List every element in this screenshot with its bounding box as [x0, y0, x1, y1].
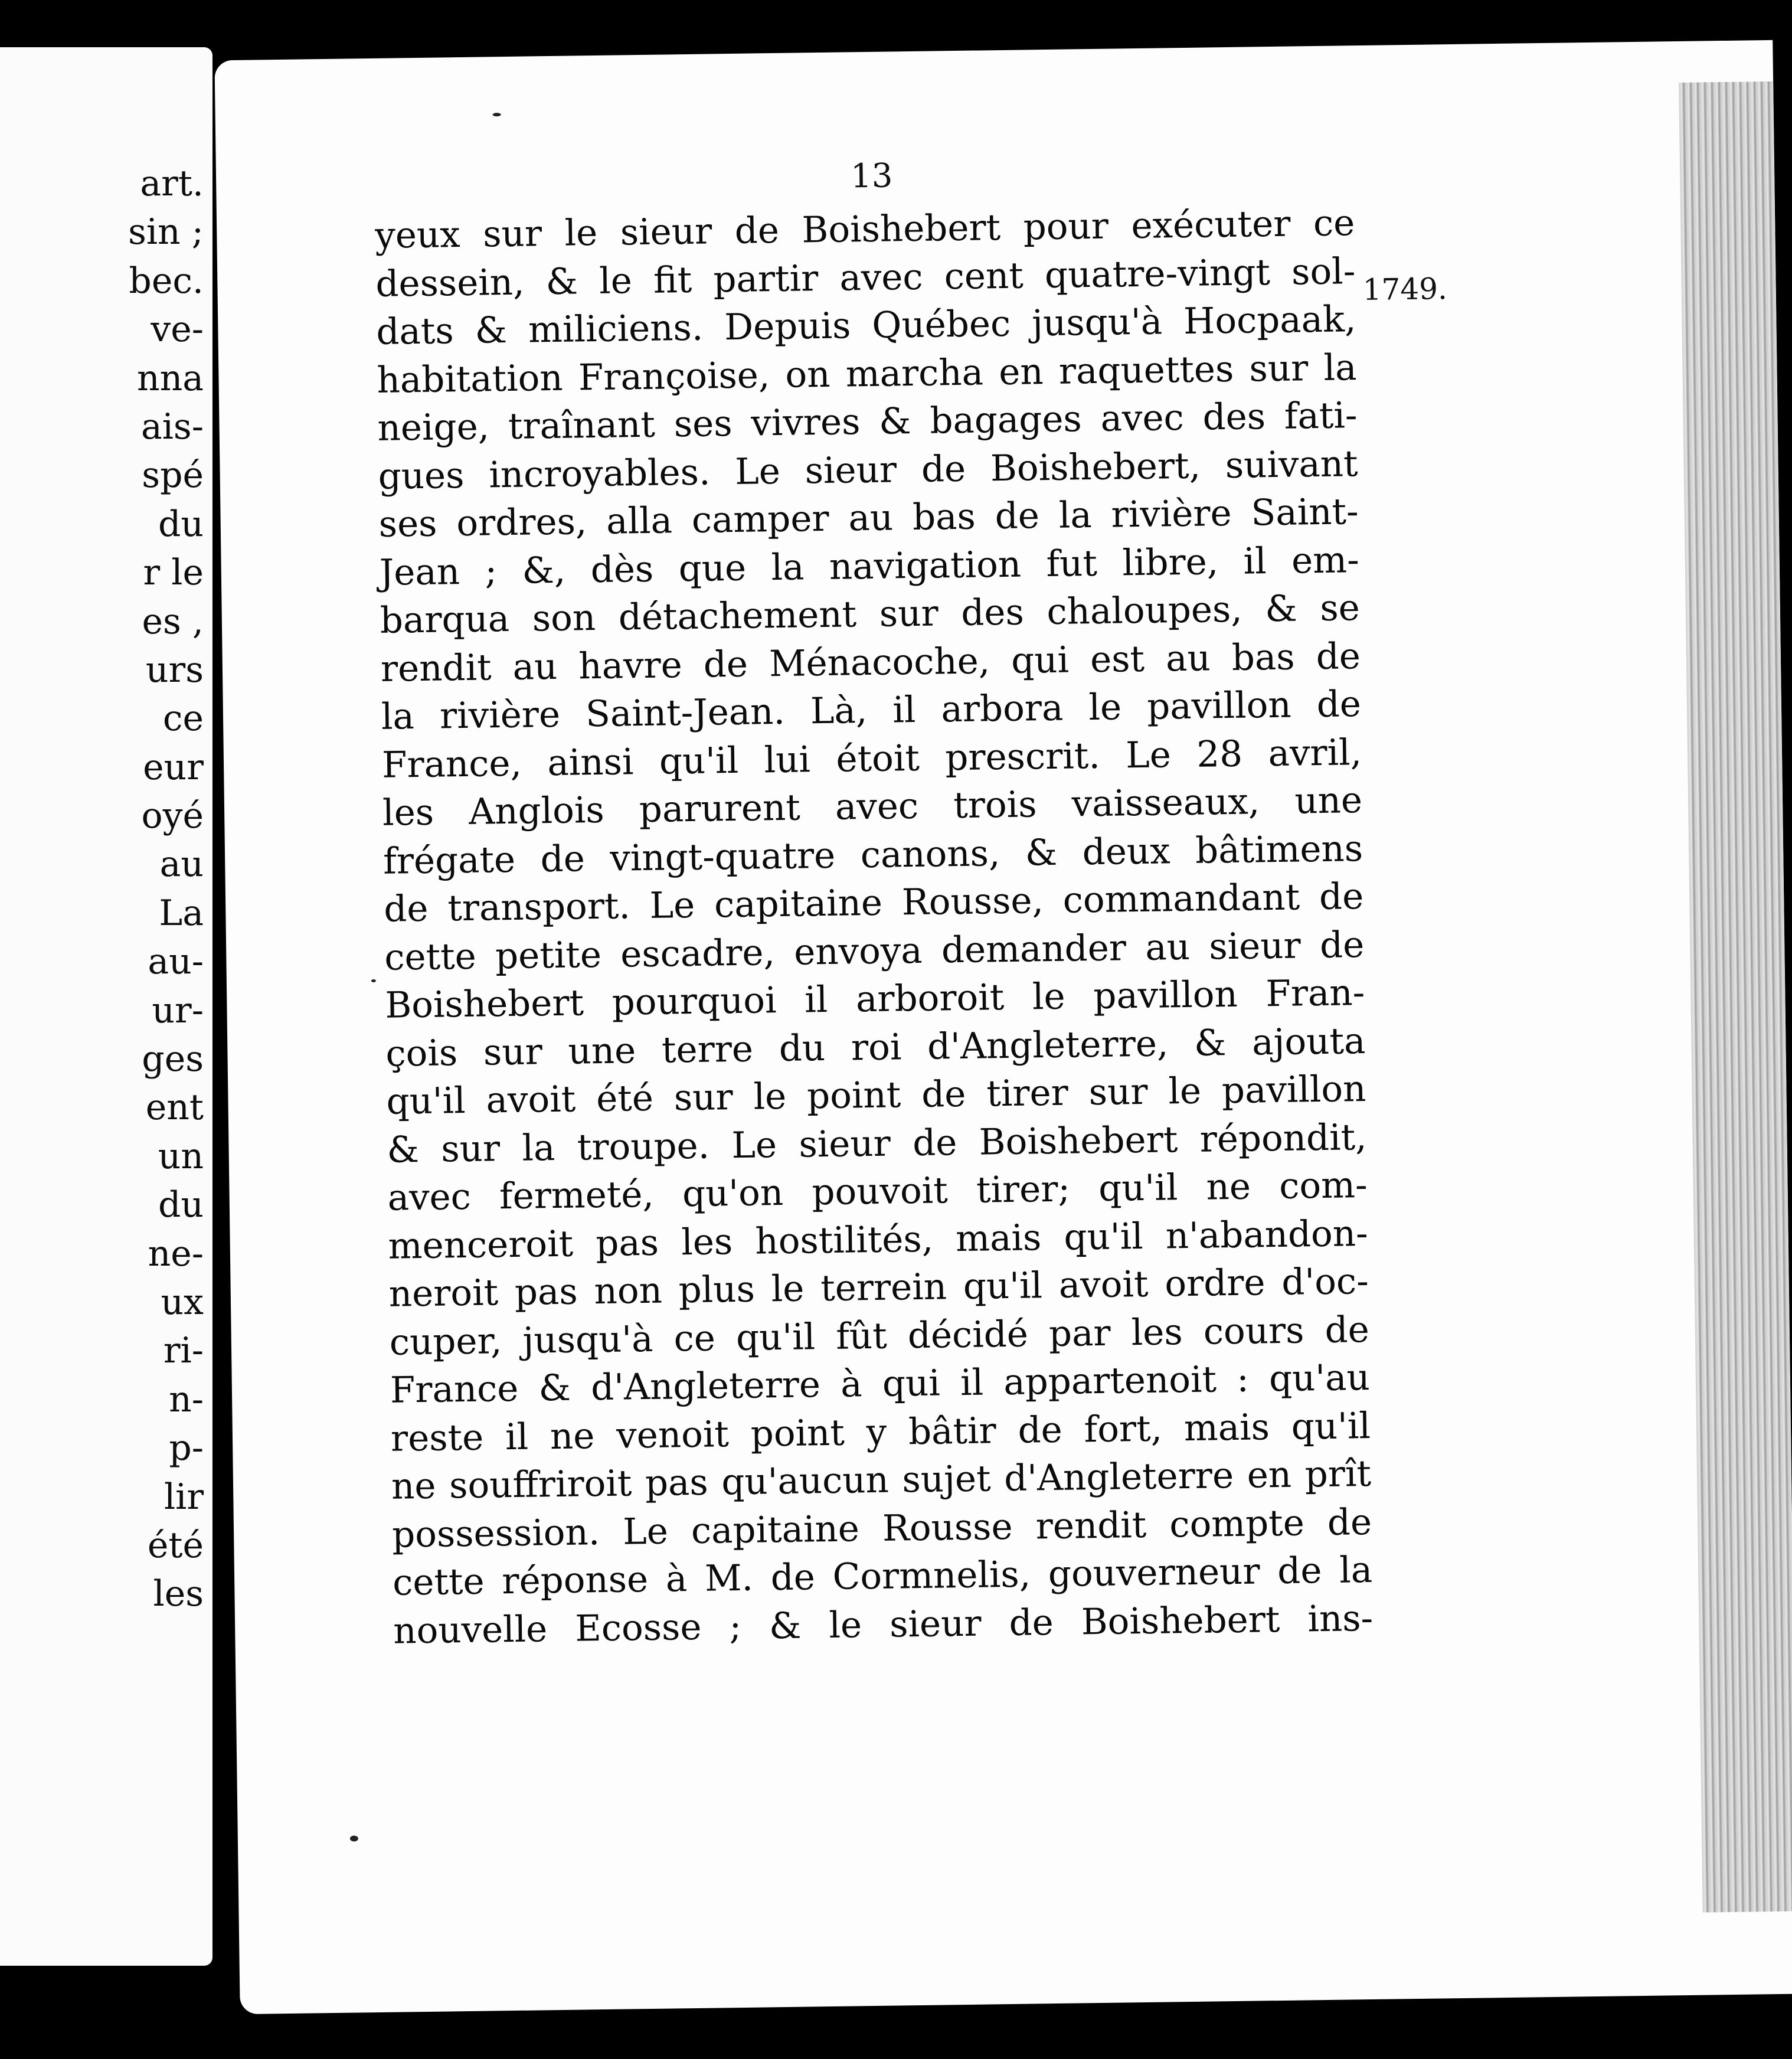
- left-page-line-ending: p-: [169, 1427, 204, 1469]
- text-line: gues incroyables. Le sieur de Boishebert, suivant: [378, 442, 1359, 498]
- left-page-line-ending: été: [147, 1524, 204, 1566]
- left-page-line-ending: sin ;: [128, 211, 204, 253]
- text-line: ne souffriroit pas qu'aucun sujet d'Angleterre en prît: [391, 1452, 1372, 1508]
- text-line: & sur la troupe. Le sieur de Boishebert répondit,: [387, 1116, 1367, 1171]
- left-page-line-ending: nna: [136, 357, 204, 399]
- text-line: dessein, & le fit partir avec cent quatre-vingt sol-: [375, 250, 1356, 305]
- left-page-line-ending: La: [159, 892, 204, 934]
- text-line: ses ordres, alla camper au bas de la rivière Saint-: [378, 491, 1359, 545]
- body-text: [375, 199, 1374, 1655]
- text-line: possession. Le capitaine Rousse rendit compte de: [391, 1501, 1372, 1556]
- page-number: 13: [850, 156, 893, 196]
- text-line: yeux sur le sieur de Boishebert pour exécuter ce: [374, 202, 1355, 257]
- left-page-line-ending: ri-: [163, 1330, 204, 1372]
- text-line: cette réponse à M. de Cormnelis, gouverneur de la: [392, 1548, 1373, 1604]
- text-line: nouvelle Ecosse ; & le sieur de Boishebert ins-: [393, 1597, 1374, 1652]
- left-page-line-ending: spé: [142, 455, 204, 496]
- text-line: habitation Françoise, on marcha en raquettes sur la: [377, 346, 1357, 401]
- text-line: reste il ne venoit point y bâtir de fort, mais qu'il: [390, 1404, 1371, 1460]
- page-edge-stack: [1679, 81, 1792, 1913]
- left-page-line-endings: [0, 159, 204, 1619]
- text-line: frégate de vingt-quatre canons, & deux bâtimens: [382, 827, 1363, 883]
- left-page-line-ending: ne-: [148, 1233, 204, 1274]
- left-page-line-ending: ais-: [140, 406, 204, 447]
- left-page-line-ending: ur-: [152, 989, 204, 1031]
- left-page-line-ending: les: [153, 1573, 204, 1615]
- left-page-line-ending: au-: [148, 941, 204, 983]
- left-page-line-ending: ux: [161, 1281, 204, 1323]
- text-line: menceroit pas les hostilités, mais qu'il n'abandon-: [388, 1212, 1369, 1267]
- left-page-line-ending: au: [159, 844, 204, 885]
- text-line: qu'il avoit été sur le point de tirer sur le pavillon: [386, 1068, 1366, 1123]
- text-line: avec fermeté, qu'on pouvoit tirer; qu'il ne com-: [387, 1164, 1368, 1219]
- text-line: barqua son détachement sur des chaloupes, & se: [380, 587, 1361, 642]
- left-page-fragment: [0, 47, 212, 1966]
- text-line: çois sur une terre du roi d'Angleterre, & ajouta: [385, 1019, 1366, 1075]
- left-page-line-ending: n-: [169, 1378, 204, 1420]
- left-page-line-ending: lir: [163, 1476, 204, 1518]
- text-line: neige, traînant ses vivres & bagages avec des fati-: [377, 394, 1358, 449]
- ink-speck: [371, 979, 376, 982]
- ink-speck: [350, 1835, 358, 1841]
- left-page-line-ending: un: [158, 1135, 204, 1177]
- right-page: [214, 40, 1792, 2014]
- text-line: la rivière Saint-Jean. Là, il arbora le pavillon de: [381, 683, 1362, 738]
- left-page-line-ending: oyé: [141, 795, 204, 837]
- text-line: de transport. Le capitaine Rousse, commandant de: [383, 875, 1364, 930]
- text-line: France, ainsi qu'il lui étoit prescrit. Le 28 avril,: [381, 731, 1362, 786]
- left-page-line-ending: ce: [162, 698, 204, 740]
- left-page-line-ending: ent: [145, 1087, 204, 1129]
- left-page-line-ending: eur: [143, 746, 204, 788]
- left-page-line-ending: urs: [145, 649, 204, 691]
- text-line: Boishebert pourquoi il arboroit le pavillon Fran-: [384, 972, 1365, 1027]
- left-page-line-ending: du: [158, 503, 204, 545]
- text-line: rendit au havre de Ménacoche, qui est au bas de: [380, 635, 1361, 690]
- left-page-line-ending: du: [158, 1184, 204, 1226]
- text-line: France & d'Angleterre à qui il appartenoit : qu'au: [390, 1356, 1371, 1411]
- text-line: Jean ; &, dès que la navigation fut libre, il em-: [379, 538, 1360, 594]
- left-page-line-ending: ve-: [151, 309, 204, 351]
- left-page-line-ending: es ,: [142, 600, 204, 642]
- left-page-line-ending: r le: [143, 552, 204, 594]
- text-line: cette petite escadre, envoya demander au sieur de: [384, 923, 1365, 979]
- text-line: cuper, jusqu'à ce qu'il fût décidé par les cours de: [389, 1308, 1370, 1364]
- left-page-line-ending: bec.: [129, 260, 204, 302]
- text-line: neroit pas non plus le terrein qu'il avoit ordre d'oc-: [388, 1260, 1369, 1315]
- left-page-line-ending: ges: [142, 1038, 204, 1080]
- ink-speck: [493, 113, 501, 116]
- left-page-line-ending: art.: [140, 163, 204, 204]
- text-line: les Anglois parurent avec trois vaisseaux, une: [382, 779, 1363, 834]
- margin-year-note: 1749.: [1362, 272, 1448, 307]
- text-line: dats & miliciens. Depuis Québec jusqu'à Hocpaak,: [376, 298, 1356, 353]
